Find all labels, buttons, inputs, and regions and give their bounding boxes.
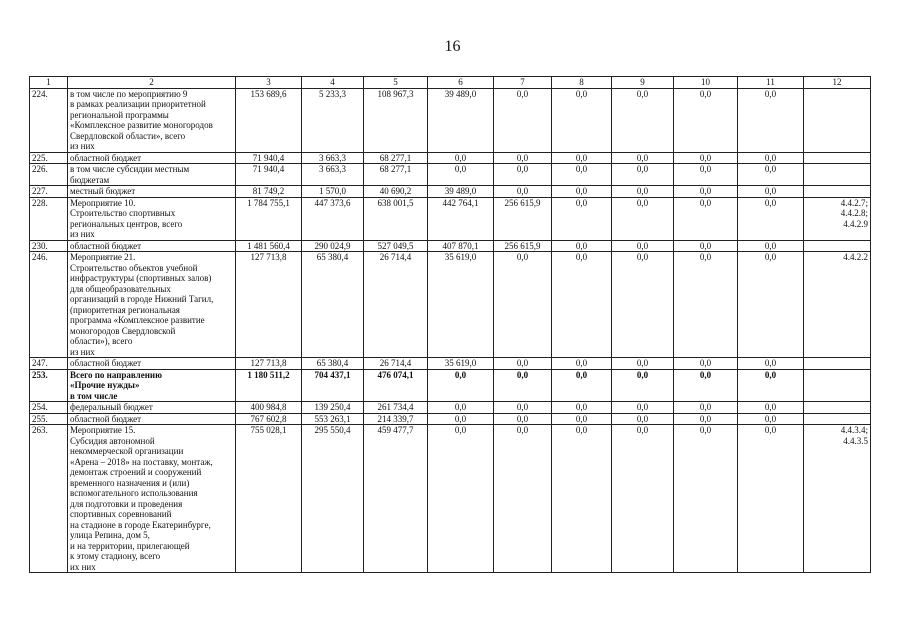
table-row [30, 369, 871, 402]
row-description [68, 369, 236, 402]
value-cell-col-10: 0,0 [674, 425, 738, 573]
value-cell-col-10: 0,0 [674, 197, 738, 240]
description-line: в том числе [70, 390, 118, 401]
value-cell-col-4: 447 373,6 [302, 197, 364, 240]
target-codes [804, 186, 871, 198]
description-line: «Комплексное развитие моногородов [70, 120, 213, 130]
value-cell-col-5: 476 074,1 [364, 369, 428, 402]
value-cell-col-7: 0,0 [494, 425, 552, 573]
description-line: областной бюджет [70, 358, 142, 368]
table-row [30, 197, 871, 240]
header-cell: 6 [428, 77, 494, 89]
target-code: 4.4.3.4; [840, 425, 868, 435]
value-cell-col-9: 0,0 [612, 152, 674, 164]
value-cell-col-4: 290 024,9 [302, 240, 364, 252]
value-cell-col-9: 0,0 [612, 402, 674, 414]
value-cell-col-8: 0,0 [552, 425, 612, 573]
description-line: «Прочие нужды» [70, 380, 140, 390]
value-cell-col-10: 0,0 [674, 240, 738, 252]
description-line: местный бюджет [70, 186, 136, 196]
value-cell-col-9: 0,0 [612, 369, 674, 402]
description-line: инфраструктуры (спортивных залов) [70, 273, 212, 283]
row-description [68, 240, 236, 252]
row-number: 263. [30, 425, 68, 573]
row-number: 225. [30, 152, 68, 164]
description-line: в том числе субсидии местным [70, 164, 190, 174]
value-cell-col-10: 0,0 [674, 186, 738, 198]
value-cell-col-11: 0,0 [738, 240, 804, 252]
row-description [68, 197, 236, 240]
table-row [30, 240, 871, 252]
description-line: региональной программы [70, 109, 169, 120]
value-cell-col-3: 1 180 511,2 [236, 369, 302, 402]
value-cell-col-5: 68 277,1 [364, 152, 428, 164]
header-cell: 8 [552, 77, 612, 89]
value-cell-col-8: 0,0 [552, 369, 612, 402]
row-description [68, 413, 236, 425]
value-cell-col-11: 0,0 [738, 358, 804, 370]
value-cell-col-5: 261 734,4 [364, 402, 428, 414]
value-cell-col-7: 0,0 [494, 252, 552, 358]
row-description [68, 164, 236, 186]
header-cell: 1 [30, 77, 68, 89]
target-code: 4.4.2.8; [840, 208, 868, 218]
description-line: Свердловской области», всего [70, 130, 186, 141]
row-number: 226. [30, 164, 68, 186]
row-description [68, 186, 236, 198]
target-code: 4.4.2.2 [843, 252, 868, 262]
value-cell-col-8: 0,0 [552, 402, 612, 414]
value-cell-col-3: 127 713,8 [236, 358, 302, 370]
table-row [30, 152, 871, 164]
value-cell-col-9: 0,0 [612, 186, 674, 198]
header-cell: 2 [68, 77, 236, 89]
description-line: демонтаж строений и сооружений [70, 467, 202, 477]
value-cell-col-7: 0,0 [494, 152, 552, 164]
value-cell-col-6: 0,0 [428, 413, 494, 425]
budget-table [29, 76, 871, 573]
description-line: «Арена – 2018» на поставку, монтаж, [70, 456, 213, 467]
value-cell-col-7: 0,0 [494, 413, 552, 425]
row-number: 224. [30, 88, 68, 152]
value-cell-col-8: 0,0 [552, 152, 612, 164]
value-cell-col-3: 400 984,8 [236, 402, 302, 414]
target-codes [804, 402, 871, 414]
value-cell-col-8: 0,0 [552, 240, 612, 252]
header-cell: 5 [364, 77, 428, 89]
table-row [30, 252, 871, 358]
value-cell-col-7: 0,0 [494, 88, 552, 152]
value-cell-col-10: 0,0 [674, 88, 738, 152]
description-line: Строительство спортивных [70, 208, 176, 218]
table-row [30, 358, 871, 370]
description-line: их них [70, 561, 96, 572]
value-cell-col-8: 0,0 [552, 252, 612, 358]
header-cell: 4 [302, 77, 364, 89]
description-line: программа «Комплексное развитие [70, 315, 205, 325]
value-cell-col-3: 71 940,4 [236, 164, 302, 186]
value-cell-col-6: 407 870,1 [428, 240, 494, 252]
value-cell-col-11: 0,0 [738, 252, 804, 358]
table-row [30, 402, 871, 414]
value-cell-col-11: 0,0 [738, 402, 804, 414]
target-codes [804, 197, 871, 240]
target-codes [804, 88, 871, 152]
table-row [30, 413, 871, 425]
description-line: на стадионе в городе Екатеринбурге, [70, 519, 211, 530]
value-cell-col-9: 0,0 [612, 252, 674, 358]
target-code: 4.4.2.7; [840, 197, 868, 208]
value-cell-col-4: 1 570,0 [302, 186, 364, 198]
description-line: организаций в городе Нижний Тагил, [70, 294, 214, 304]
description-line: к этому стадиону, всего [70, 551, 161, 561]
description-line: моногородов Свердловской [70, 325, 176, 336]
value-cell-col-6: 0,0 [428, 369, 494, 402]
value-cell-col-4: 295 550,4 [302, 425, 364, 573]
row-number: 228. [30, 197, 68, 240]
value-cell-col-9: 0,0 [612, 164, 674, 186]
description-line: для подготовки и проведения [70, 498, 183, 509]
header-cell: 10 [674, 77, 738, 89]
description-line: Мероприятие 10. [70, 197, 136, 208]
value-cell-col-4: 5 233,3 [302, 88, 364, 152]
row-description [68, 152, 236, 164]
description-line: из них [70, 141, 95, 151]
value-cell-col-5: 214 339,7 [364, 413, 428, 425]
value-cell-col-5: 459 477,7 [364, 425, 428, 573]
value-cell-col-7: 0,0 [494, 369, 552, 402]
value-cell-col-5: 527 049,5 [364, 240, 428, 252]
value-cell-col-4: 553 263,1 [302, 413, 364, 425]
value-cell-col-10: 0,0 [674, 164, 738, 186]
description-line: (приоритетная региональная [70, 304, 180, 315]
description-line: в том числе по мероприятию 9 [70, 88, 188, 99]
description-line: и на территории, прилегающей [70, 540, 190, 551]
value-cell-col-11: 0,0 [738, 152, 804, 164]
description-line: Строительство объектов учебной [70, 262, 198, 273]
value-cell-col-6: 39 489,0 [428, 186, 494, 198]
value-cell-col-11: 0,0 [738, 186, 804, 198]
target-codes [804, 252, 871, 358]
description-line: для общеобразовательных [70, 283, 171, 294]
value-cell-col-7: 0,0 [494, 402, 552, 414]
value-cell-col-9: 0,0 [612, 88, 674, 152]
value-cell-col-5: 68 277,1 [364, 164, 428, 186]
description-line: бюджетам [70, 174, 110, 185]
target-codes [804, 413, 871, 425]
description-line: Мероприятие 15. [70, 425, 136, 435]
value-cell-col-11: 0,0 [738, 164, 804, 186]
value-cell-col-8: 0,0 [552, 413, 612, 425]
value-cell-col-6: 39 489,0 [428, 88, 494, 152]
value-cell-col-8: 0,0 [552, 186, 612, 198]
target-codes [804, 240, 871, 252]
header-cell: 3 [236, 77, 302, 89]
value-cell-col-6: 0,0 [428, 152, 494, 164]
value-cell-col-11: 0,0 [738, 413, 804, 425]
target-codes [804, 369, 871, 402]
header-cell: 9 [612, 77, 674, 89]
description-line: некоммерческой организации [70, 446, 184, 456]
value-cell-col-4: 3 663,3 [302, 164, 364, 186]
value-cell-col-5: 40 690,2 [364, 186, 428, 198]
value-cell-col-3: 767 602,8 [236, 413, 302, 425]
description-line: Субсидия автономной [70, 435, 155, 446]
value-cell-col-9: 0,0 [612, 197, 674, 240]
value-cell-col-7: 256 615,9 [494, 240, 552, 252]
value-cell-col-3: 1 481 560,4 [236, 240, 302, 252]
value-cell-col-4: 65 380,4 [302, 358, 364, 370]
table-row [30, 164, 871, 186]
value-cell-col-6: 35 619,0 [428, 252, 494, 358]
description-line: из них [70, 346, 95, 357]
value-cell-col-8: 0,0 [552, 358, 612, 370]
value-cell-col-9: 0,0 [612, 240, 674, 252]
value-cell-col-8: 0,0 [552, 197, 612, 240]
description-line: региональных центров, всего [70, 218, 183, 229]
column-number-header [30, 77, 871, 89]
value-cell-col-5: 26 714,4 [364, 252, 428, 358]
row-number: 247. [30, 358, 68, 370]
value-cell-col-7: 0,0 [494, 358, 552, 370]
value-cell-col-3: 1 784 755,1 [236, 197, 302, 240]
value-cell-col-4: 139 250,4 [302, 402, 364, 414]
description-line: Всего по направлению [70, 369, 162, 380]
value-cell-col-11: 0,0 [738, 197, 804, 240]
value-cell-col-3: 755 028,1 [236, 425, 302, 573]
value-cell-col-10: 0,0 [674, 413, 738, 425]
row-number: 253. [30, 369, 68, 402]
value-cell-col-9: 0,0 [612, 425, 674, 573]
value-cell-col-10: 0,0 [674, 369, 738, 402]
value-cell-col-7: 0,0 [494, 186, 552, 198]
value-cell-col-10: 0,0 [674, 152, 738, 164]
description-line: временного назначения и (или) [70, 477, 190, 488]
target-code: 4.4.3.5 [843, 435, 868, 446]
value-cell-col-3: 81 749,2 [236, 186, 302, 198]
value-cell-col-8: 0,0 [552, 164, 612, 186]
value-cell-col-3: 71 940,4 [236, 152, 302, 164]
description-line: в рамках реализации приоритетной [70, 99, 206, 109]
row-description [68, 402, 236, 414]
row-description [68, 358, 236, 370]
value-cell-col-6: 0,0 [428, 164, 494, 186]
value-cell-col-5: 638 001,5 [364, 197, 428, 240]
value-cell-col-10: 0,0 [674, 358, 738, 370]
value-cell-col-9: 0,0 [612, 413, 674, 425]
value-cell-col-11: 0,0 [738, 88, 804, 152]
value-cell-col-4: 65 380,4 [302, 252, 364, 358]
target-codes [804, 358, 871, 370]
value-cell-col-4: 3 663,3 [302, 152, 364, 164]
value-cell-col-3: 127 713,8 [236, 252, 302, 358]
row-number: 254. [30, 402, 68, 414]
value-cell-col-7: 0,0 [494, 164, 552, 186]
value-cell-col-4: 704 437,1 [302, 369, 364, 402]
page-number: 16 [444, 38, 461, 55]
row-number: 230. [30, 240, 68, 252]
description-line: вспомогательного использования [70, 488, 198, 498]
row-description [68, 88, 236, 152]
description-line: федеральный бюджет [70, 402, 153, 412]
row-number: 227. [30, 186, 68, 198]
description-line: из них [70, 229, 95, 239]
value-cell-col-10: 0,0 [674, 252, 738, 358]
description-line: области»), всего [70, 336, 133, 346]
row-number: 246. [30, 252, 68, 358]
value-cell-col-11: 0,0 [738, 425, 804, 573]
value-cell-col-9: 0,0 [612, 358, 674, 370]
description-line: областной бюджет [70, 152, 142, 163]
description-line: спортивных соревнований [70, 509, 172, 519]
value-cell-col-8: 0,0 [552, 88, 612, 152]
row-description [68, 252, 236, 358]
table-row [30, 425, 871, 573]
description-line: Мероприятие 21. [70, 252, 136, 262]
value-cell-col-6: 0,0 [428, 402, 494, 414]
target-codes [804, 152, 871, 164]
header-cell: 7 [494, 77, 552, 89]
value-cell-col-3: 153 689,6 [236, 88, 302, 152]
value-cell-col-10: 0,0 [674, 402, 738, 414]
target-codes [804, 425, 871, 573]
table-row [30, 88, 871, 152]
value-cell-col-6: 442 764,1 [428, 197, 494, 240]
table-row [30, 186, 871, 198]
target-code: 4.4.2.9 [843, 218, 868, 229]
header-cell: 11 [738, 77, 804, 89]
header-cell: 12 [804, 77, 871, 89]
target-codes [804, 164, 871, 186]
row-description [68, 425, 236, 573]
value-cell-col-6: 35 619,0 [428, 358, 494, 370]
value-cell-col-5: 108 967,3 [364, 88, 428, 152]
value-cell-col-5: 26 714,4 [364, 358, 428, 370]
description-line: улица Репина, дом 5, [70, 530, 150, 540]
description-line: областной бюджет [70, 240, 142, 251]
value-cell-col-7: 256 615,9 [494, 197, 552, 240]
value-cell-col-6: 0,0 [428, 425, 494, 573]
description-line: областной бюджет [70, 413, 142, 424]
value-cell-col-11: 0,0 [738, 369, 804, 402]
row-number: 255. [30, 413, 68, 425]
